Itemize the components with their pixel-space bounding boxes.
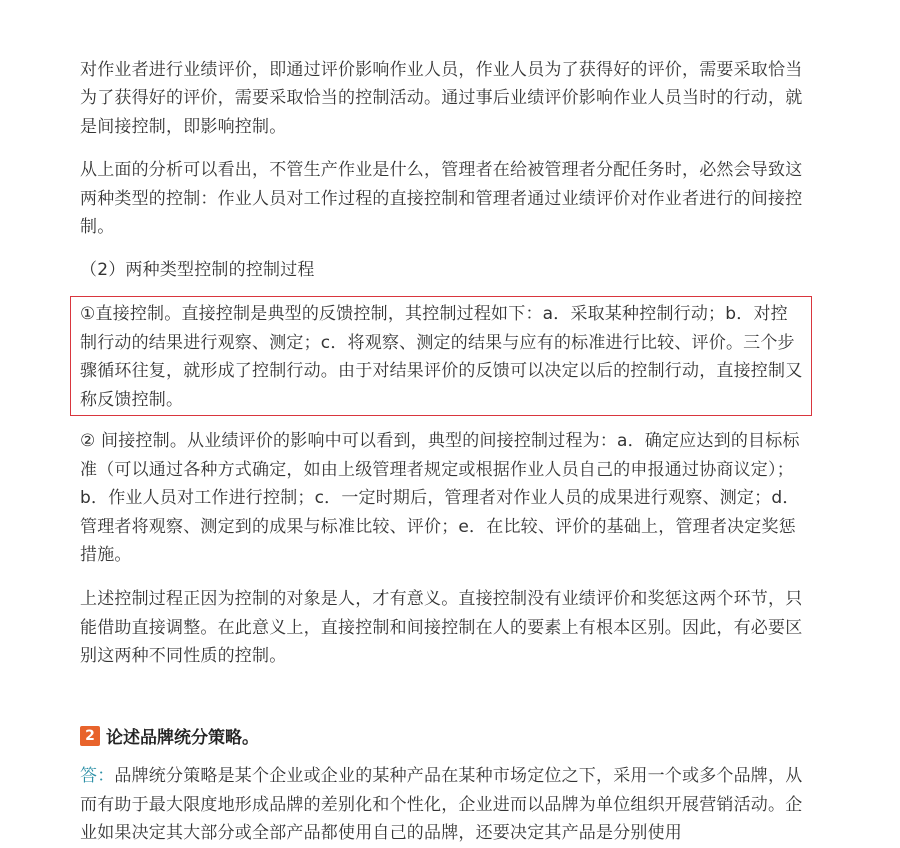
question-heading <box>80 723 259 748</box>
paragraph-text: 对作业者进行业绩评价，即通过评价影响作业人员，作业人员为了获得好的评价，需要采取恰当 <box>80 60 803 80</box>
answer-text: 品牌统分策略是某个企业或企业的某种产品在某种市场定位之下，采用一个或多个品牌，从而有助于最大限度地形成品牌的差别化和个性化，企业进而以品牌为单位组织开展营销活动。企业如果决定其大部分或全部产品都使用自己的品牌，还要决定其产品是分别使用 <box>80 766 803 843</box>
paragraph-indirect-control-definition: 为了获得好的评价，需要采取恰当的控制活动。通过事后业绩评价影响作业人员当时的行动，就是间接控制，即影响控制。 <box>80 88 803 137</box>
paragraph-indirect-control: ② 间接控制。从业绩评价的影响中可以看到，典型的间接控制过程为：a．确定应达到的目标标准（可以通过各种方式确定，如由上级管理者规定或根据作业人员自己的申报通过协商议定）；b．作业人员对工作进行控制；c．一定时期后，管理者对作业人员的成果进行观察、测定；d．管理者将观察、测定到的成果与标准比较、评价；e．在比较、评价的基础上，管理者决定奖惩措施。 <box>80 431 800 565</box>
paragraph-analysis: 从上面的分析可以看出，不管生产作业是什么，管理者在给被管理者分配任务时，必然会导致这两种类型的控制：作业人员对工作过程的直接控制和管理者通过业绩评价对作业者进行的间接控制。 <box>80 160 803 237</box>
answer-paragraph <box>80 762 805 848</box>
answer-label: 答： <box>80 766 115 786</box>
question-title: 论述品牌统分策略。 <box>106 728 259 748</box>
subsection-heading: （2）两种类型控制的控制过程 <box>80 260 315 280</box>
clipped-paragraph <box>80 56 805 80</box>
paragraph-conclusion: 上述控制过程正因为控制的对象是人，才有意义。直接控制没有业绩评价和奖惩这两个环节，只能借助直接调整。在此意义上，直接控制和间接控制在人的要素上有根本区别。因此，有必要区别这两种不同性质的控制。 <box>80 589 803 666</box>
question-number-badge: 2 <box>80 726 100 746</box>
paragraph-direct-control: ①直接控制。直接控制是典型的反馈控制，其控制过程如下：a．采取某种控制行动；b．对控制行动的结果进行观察、测定；c．将观察、测定的结果与应有的标准进行比较、评价。三个步骤循环往复，就形成了控制行动。由于对结果评价的反馈可以决定以后的控制行动，直接控制又称反馈控制。 <box>80 304 803 410</box>
